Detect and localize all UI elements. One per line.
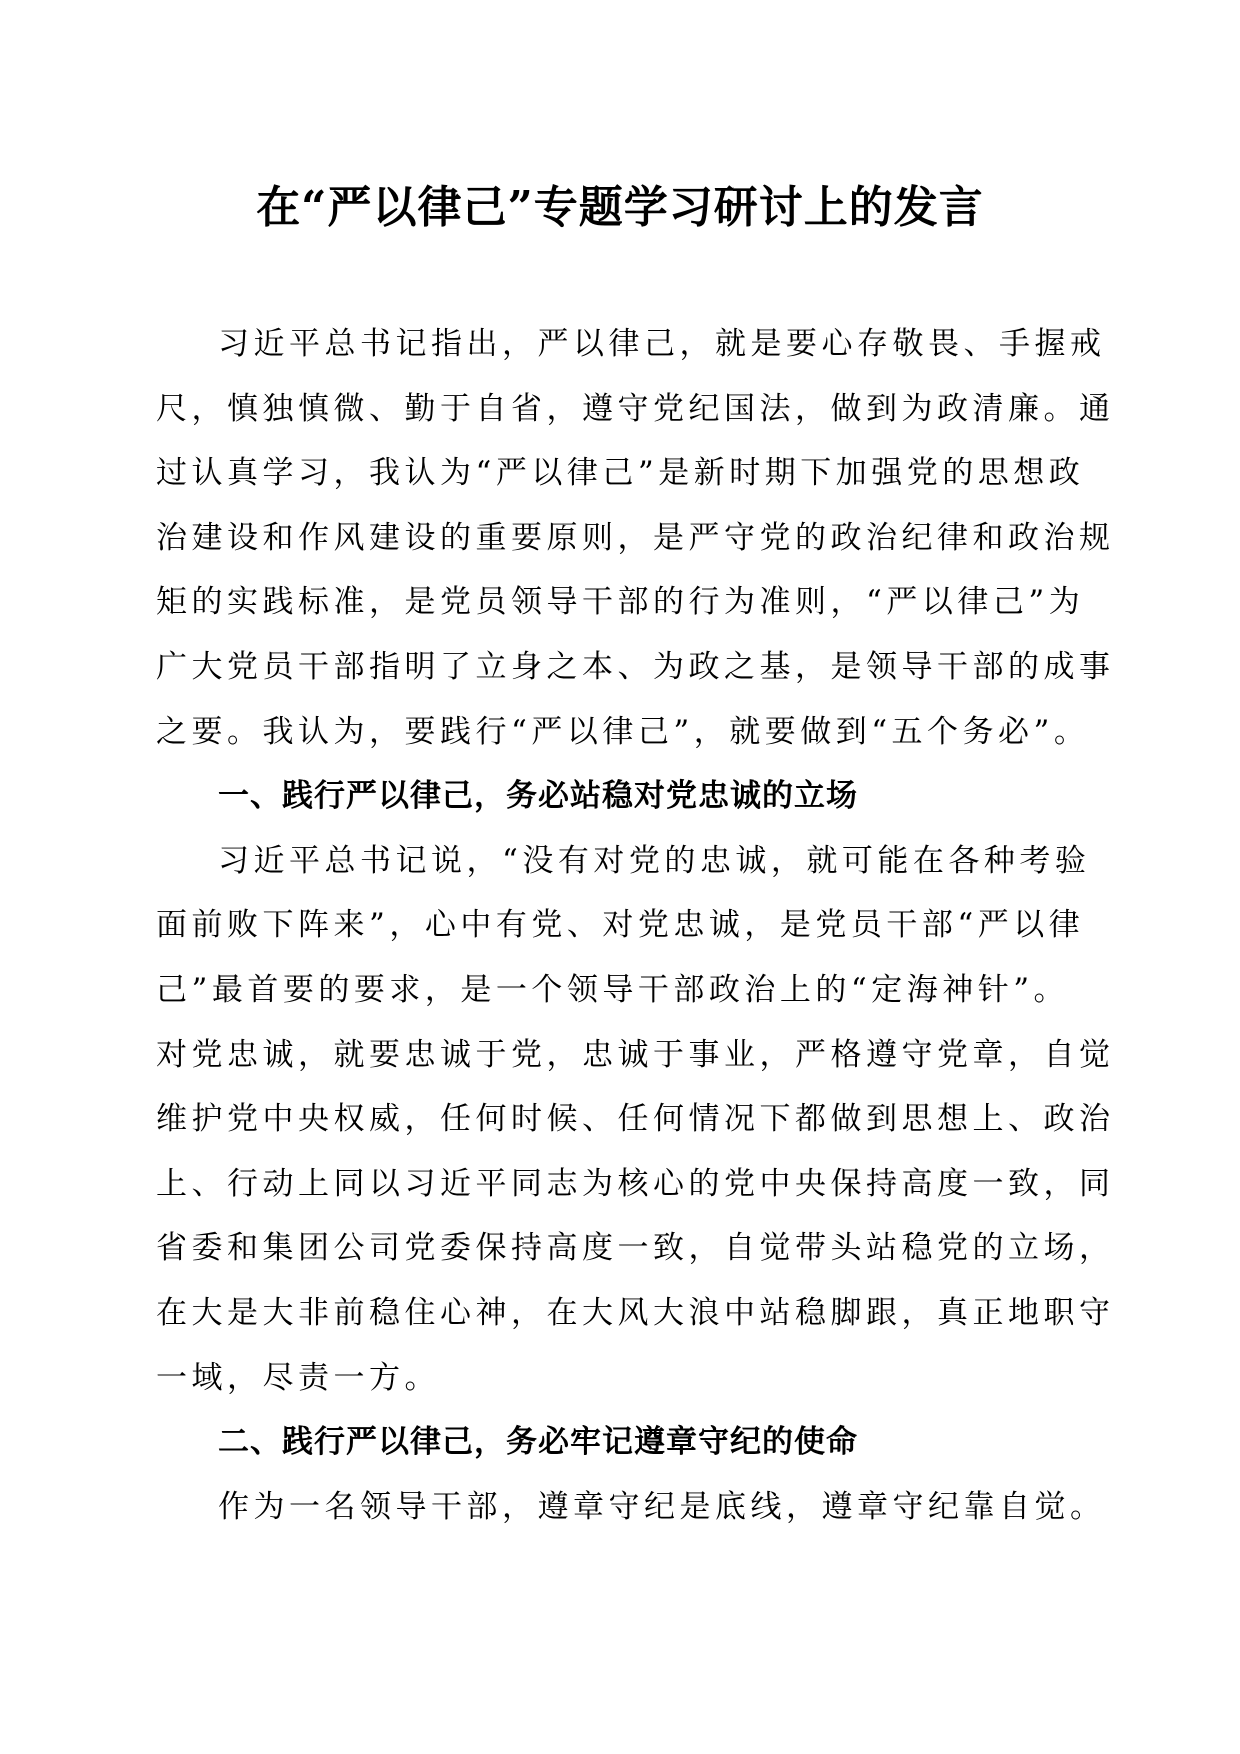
document-body <box>156 312 1115 1539</box>
intro-paragraph <box>156 312 1115 764</box>
text-line: 省委和集团公司党委保持高度一致，自觉带头站稳党的立场， <box>156 1230 1115 1267</box>
document-title: 在“严以律己”专题学习研讨上的发言 <box>256 182 984 233</box>
text-line: 一域，尽责一方。 <box>156 1359 440 1396</box>
section-heading-2: 二、践行严以律己，务必牢记遵章守纪的使命 <box>218 1424 858 1461</box>
text-line: 面前败下阵来”，心中有党、对党忠诚，是党员干部“严以律 <box>156 907 1085 944</box>
text-line: 习近平总书记指出，严以律己，就是要心存敬畏、手握戒 <box>218 326 1106 362</box>
text-line: 上、行动上同以习近平同志为核心的党中央保持高度一致，同 <box>156 1165 1115 1202</box>
text-line: 过认真学习，我认为“严以律己”是新时期下加强党的思想政 <box>156 455 1085 492</box>
text-line: 己”最首要的要求，是一个领导干部政治上的“定海神针”。 <box>156 971 1070 1008</box>
text-line: 矩的实践标准，是党员领导干部的行为准则，“严以律己”为 <box>156 584 1085 621</box>
text-line: 在大是大非前稳住心神，在大风大浪中站稳脚跟，真正地职守 <box>156 1294 1115 1331</box>
section-2-paragraph <box>156 1475 1106 1540</box>
text-line: 维护党中央权威，任何时候、任何情况下都做到思想上、政治 <box>156 1101 1115 1138</box>
text-line: 之要。我认为，要践行“严以律己”，就要做到“五个务必”。 <box>156 713 1090 750</box>
text-line: 尺，慎独慎微、勤于自省，遵守党纪国法，做到为政清廉。通 <box>156 390 1115 427</box>
text-line: 习近平总书记说，“没有对党的忠诚，就可能在各种考验 <box>218 842 1091 879</box>
section-heading-1: 一、践行严以律己，务必站稳对党忠诚的立场 <box>218 778 858 815</box>
text-line: 作为一名领导干部，遵章守纪是底线，遵章守纪靠自觉。 <box>218 1488 1106 1525</box>
text-line: 治建设和作风建设的重要原则，是严守党的政治纪律和政治规 <box>156 519 1115 556</box>
text-line: 对党忠诚，就要忠诚于党，忠诚于事业，严格遵守党章，自觉 <box>156 1036 1115 1073</box>
text-line: 广大党员干部指明了立身之本、为政之基，是领导干部的成事 <box>156 648 1115 685</box>
section-1-paragraph <box>156 829 1115 1410</box>
